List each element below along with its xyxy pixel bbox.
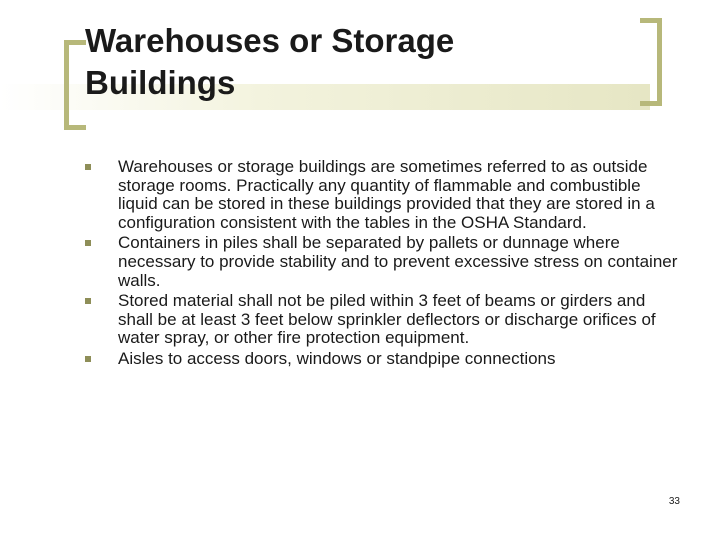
bullet-item-4: [80, 350, 680, 369]
square-bullet-icon: [85, 240, 91, 246]
square-bullet-icon: [85, 164, 91, 170]
bullet-text-1: Warehouses or storage buildings are sometimes referred to as outside storage rooms. Practically any quantity of flammable and combustible liquid can be stored in these buildings provided that they are stored in a configuration consistent with the tables in the OSHA Standard.: [118, 157, 655, 232]
bullet-item-3: [80, 292, 680, 348]
bullet-list: [80, 158, 680, 371]
square-bullet-icon: [85, 298, 91, 304]
bullet-text-4: Aisles to access doors, windows or standpipe connections: [118, 348, 556, 368]
bullet-text-3: Stored material shall not be piled within 3 feet of beams or girders and shall be at least 3 feet below sprinkler deflectors or discharge orifices of water spray, or other fire protection equipment.: [118, 291, 656, 348]
bullet-text-2: Containers in piles shall be separated by pallets or dunnage where necessary to provide stability and to prevent excessive stress on container walls.: [118, 233, 678, 290]
bullet-item-2: [80, 234, 680, 290]
left-bracket-decoration: [64, 40, 69, 130]
bullet-item-1: [80, 158, 680, 232]
right-bracket-decoration: [657, 18, 662, 106]
slide-title: [85, 20, 645, 104]
slide-title-line-2: Buildings: [85, 64, 236, 101]
left-bracket-top-decoration: [64, 40, 86, 45]
page-number: 33: [668, 496, 680, 507]
left-bracket-bottom-decoration: [64, 125, 86, 130]
square-bullet-icon: [85, 356, 91, 362]
slide-title-line-1: Warehouses or Storage: [85, 22, 455, 59]
